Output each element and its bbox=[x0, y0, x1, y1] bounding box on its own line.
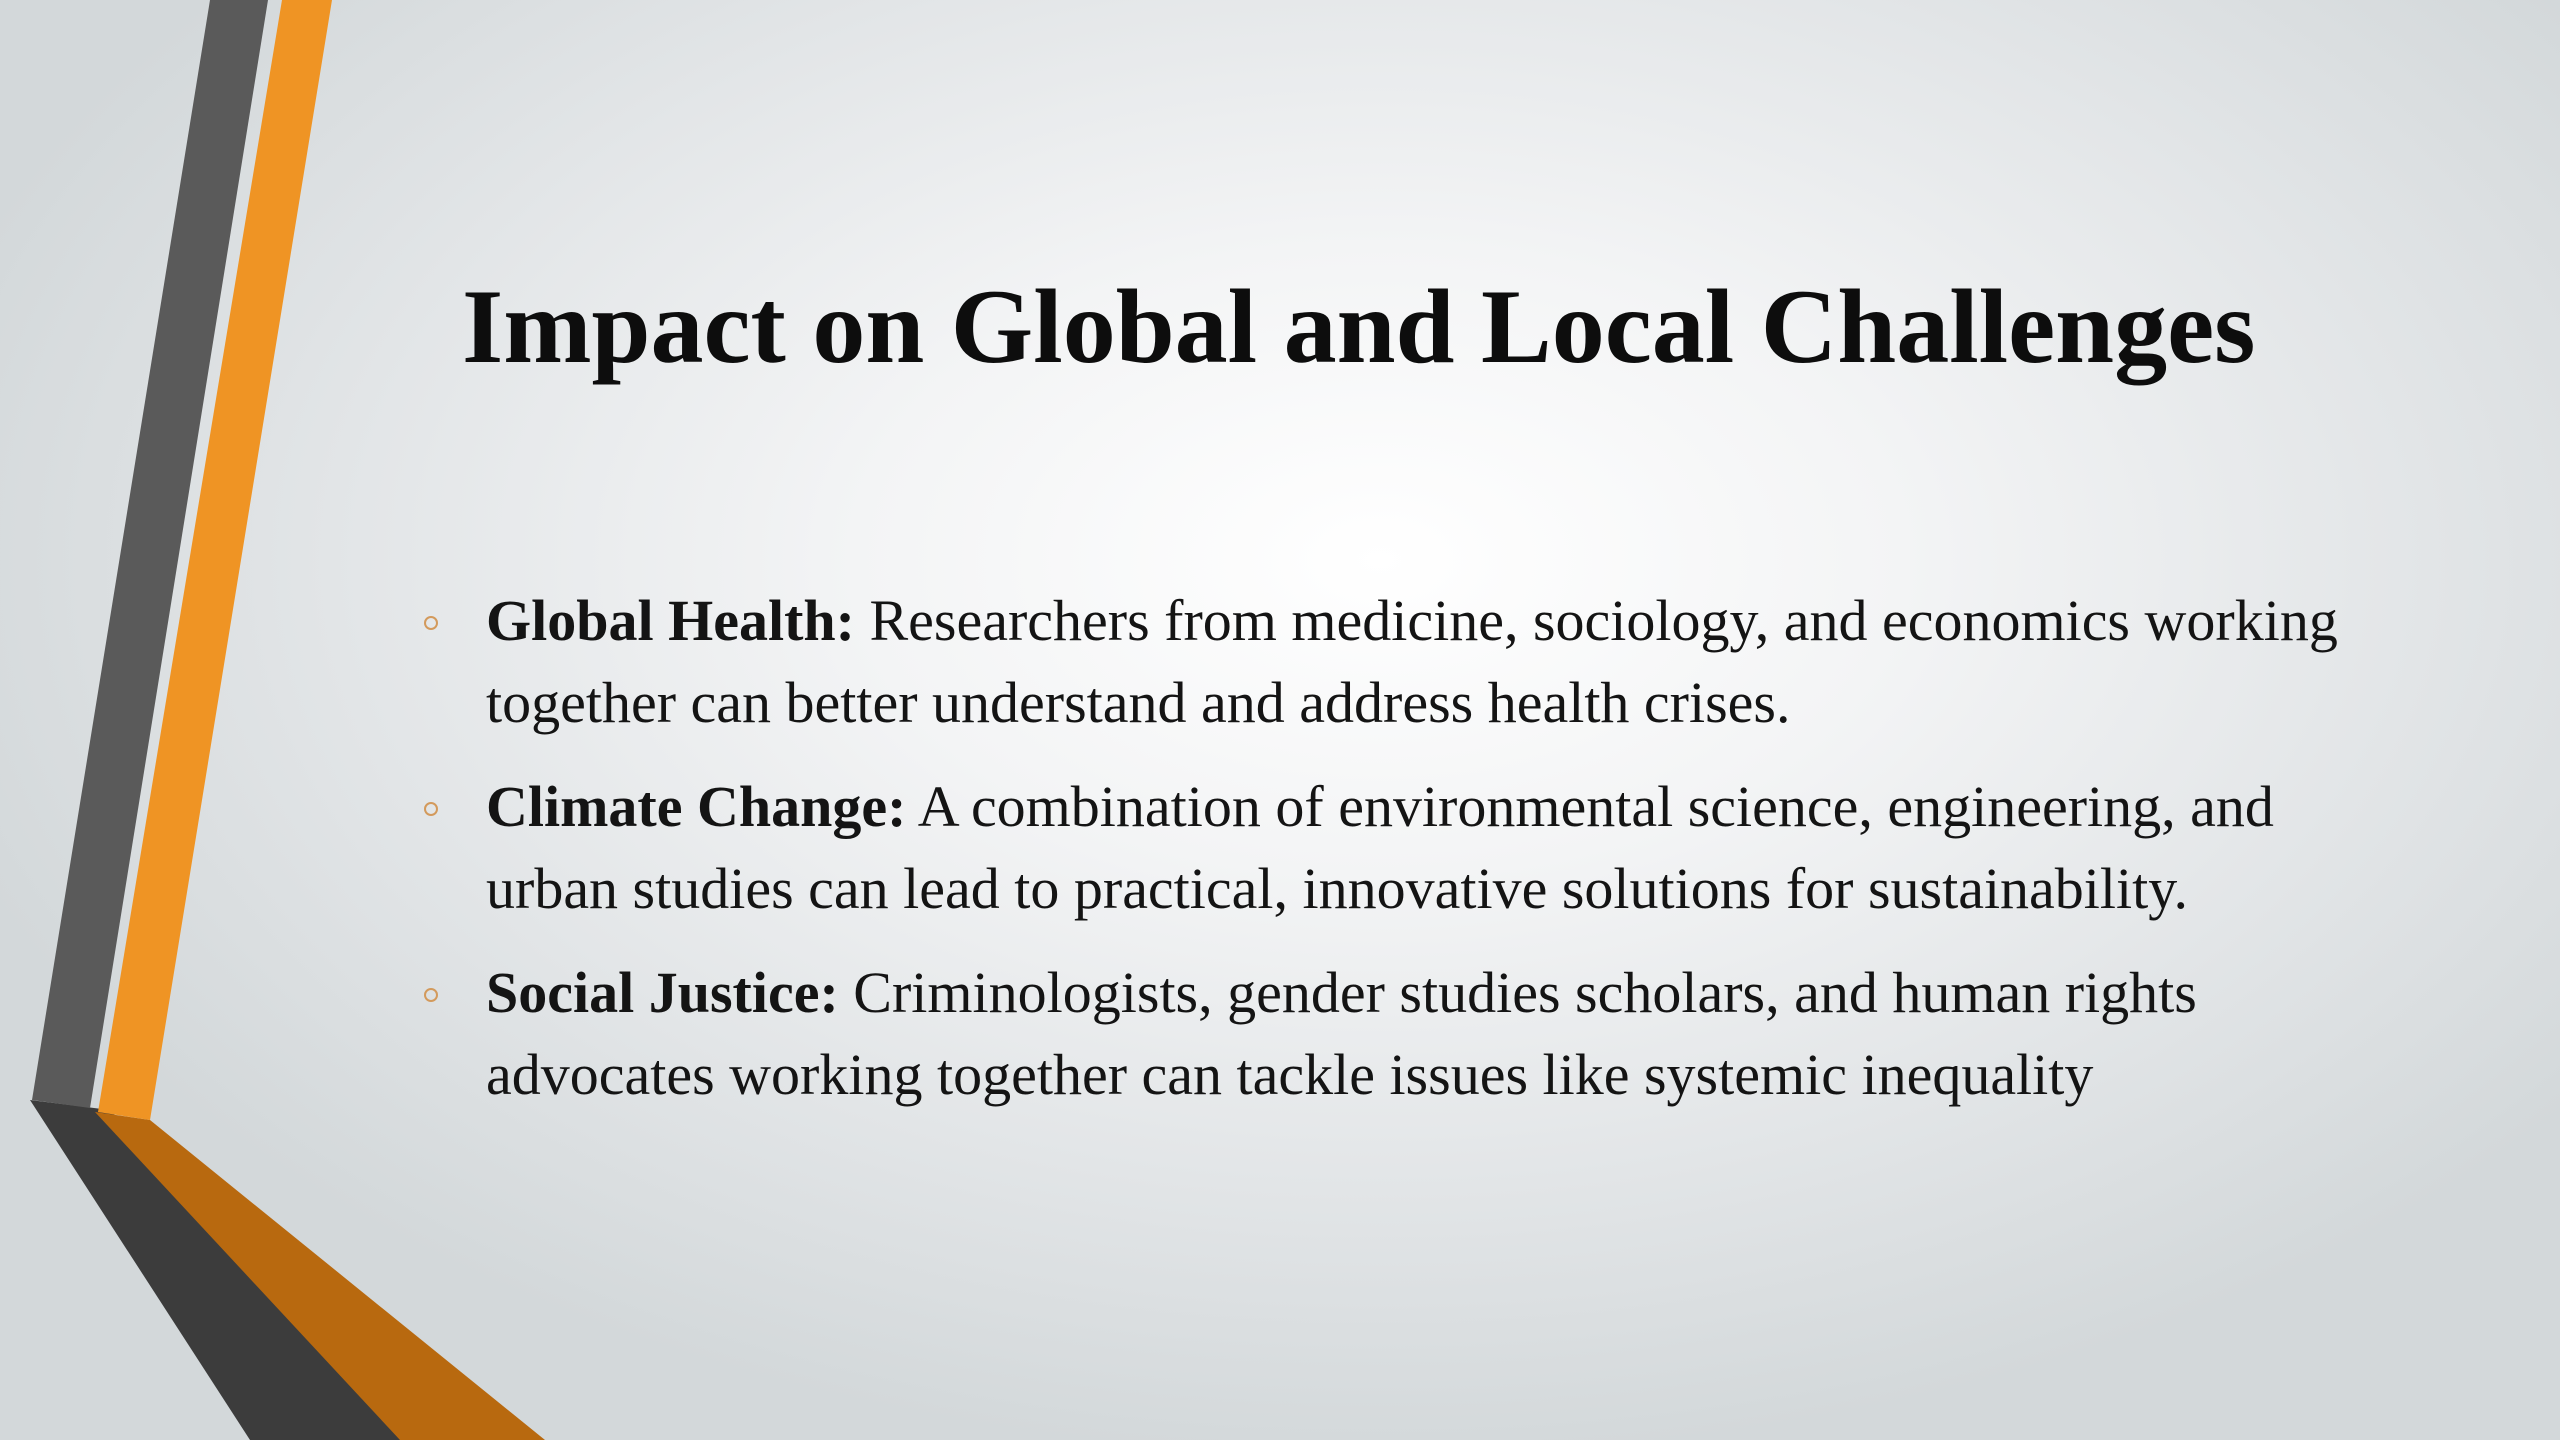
bullet-list bbox=[486, 580, 2416, 1138]
bullet-heading: Social Justice: bbox=[486, 960, 839, 1025]
bullet-text: Researchers from medicine, sociology, and economics working together can better understand and address health crises. bbox=[486, 588, 2338, 735]
bullet-text: A combination of environmental science, engineering, and urban studies can lead to practical, innovative solutions for sustainability. bbox=[486, 774, 2274, 921]
slide-title: Impact on Global and Local Challenges bbox=[462, 268, 2256, 385]
bullet-climate-change bbox=[486, 766, 2416, 930]
bullet-circle-icon bbox=[424, 988, 438, 1002]
bullet-heading: Global Health: bbox=[486, 588, 855, 653]
bullet-circle-icon bbox=[424, 802, 438, 816]
bullet-global-health bbox=[486, 580, 2416, 744]
bullet-text: Criminologists, gender studies scholars, and human rights advocates working together can tackle issues like systemic inequality bbox=[486, 960, 2197, 1107]
bullet-social-justice bbox=[486, 952, 2416, 1116]
bullet-circle-icon bbox=[424, 616, 438, 630]
bullet-heading: Climate Change: bbox=[486, 774, 907, 839]
